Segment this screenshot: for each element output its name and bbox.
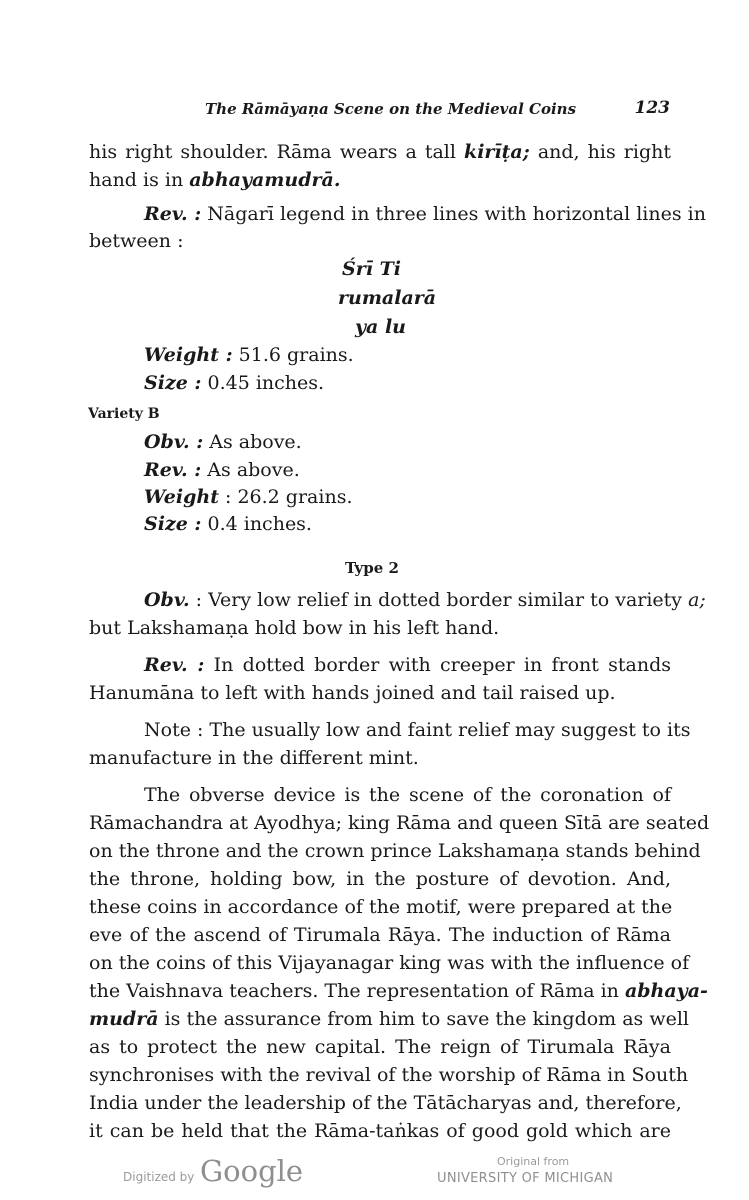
paragraph-line-3: on the throne and the crown prince Lakshamaṇa stands behind: [89, 840, 701, 862]
paragraph-line-12: India under the leadership of the Tātācharyas and, therefore,: [89, 1092, 682, 1114]
paragraph-1-line-2: hand is in abhayamudrā.: [89, 169, 341, 191]
variety-b-obverse: Obv. : As above.: [144, 431, 302, 453]
note-line-1: Note : The usually low and faint relief may suggest to its: [144, 719, 691, 741]
paragraph-line-5: these coins in accordance of the motif, were prepared at the: [89, 896, 673, 918]
weight-line: Weight : 51.6 grains.: [144, 344, 354, 366]
legend-line-2: rumalarā: [338, 287, 437, 309]
legend-line-3: ya lu: [355, 316, 406, 338]
variety-b-size: Size : 0.4 inches.: [144, 513, 312, 535]
note-line-2: manufacture in the different mint.: [89, 747, 419, 769]
paragraph-line-11: synchronises with the revival of the worship of Rāma in South: [89, 1064, 689, 1086]
original-from-label: Original from: [497, 1155, 570, 1168]
variety-b-heading: Variety B: [88, 406, 160, 422]
reverse-legend-line-2: between :: [89, 230, 184, 252]
paragraph-line-6: eve of the ascend of Tirumala Rāya. The induction of Rāma: [89, 924, 671, 946]
scan-footer: [0, 1150, 749, 1200]
paragraph-line-9: mudrā is the assurance from him to save the kingdom as well: [89, 1008, 690, 1030]
type-2-obverse-line-2: but Lakshamaṇa hold bow in his left hand.: [89, 617, 500, 639]
paragraph-line-7: on the coins of this Vijayanagar king was with the influence of: [89, 952, 690, 974]
paragraph-line-2: Rāmachandra at Ayodhya; king Rāma and queen Sītā are seated: [89, 812, 710, 834]
paragraph-line-4: the throne, holding bow, in the posture of devotion. And,: [89, 868, 671, 890]
paragraph-line-10: as to protect the new capital. The reign of Tirumala Rāya: [89, 1036, 671, 1058]
reverse-legend-line-1: Rev. : Nāgarī legend in three lines with horizontal lines in: [144, 203, 706, 225]
size-line: Size : 0.45 inches.: [144, 372, 325, 394]
digitized-by-label: Digitized by: [123, 1170, 195, 1184]
variety-b-weight: Weight : 26.2 grains.: [144, 486, 353, 508]
running-title: The Rāmāyaṇa Scene on the Medieval Coins: [205, 100, 577, 118]
type-2-obverse-line-1: Obv. : Very low relief in dotted border similar to variety a;: [144, 589, 706, 611]
legend-line-1: Śrī Ti: [342, 258, 401, 280]
institution-label: UNIVERSITY OF MICHIGAN: [437, 1171, 614, 1186]
type-2-reverse-line-2: Hanumāna to left with hands joined and tail raised up.: [89, 682, 616, 704]
variety-b-reverse: Rev. : As above.: [144, 459, 300, 481]
paragraph-line-13: it can be held that the Rāma-taṅkas of good gold which are: [89, 1120, 671, 1142]
page-number: 123: [634, 98, 670, 118]
type-2-heading: Type 2: [345, 559, 399, 577]
google-logo: Google: [200, 1154, 304, 1188]
paragraph-line-8: the Vaishnava teachers. The representation of Rāma in abhaya-: [89, 980, 708, 1002]
paragraph-line-1: The obverse device is the scene of the coronation of: [144, 784, 671, 806]
type-2-reverse-line-1: Rev. : In dotted border with creeper in front stands: [144, 654, 671, 676]
paragraph-1-line-1: his right shoulder. Rāma wears a tall kirīṭa; and, his right: [89, 141, 671, 163]
